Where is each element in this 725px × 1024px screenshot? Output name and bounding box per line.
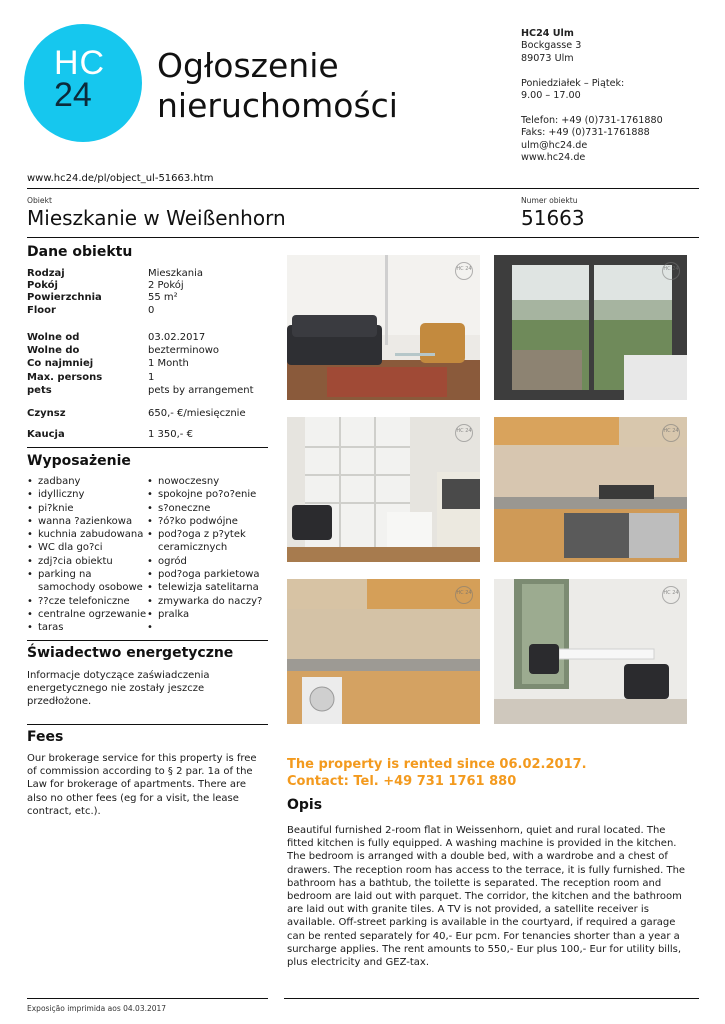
detail-key: Wolne od	[27, 332, 80, 343]
detail-key: pets	[27, 384, 52, 396]
object-url[interactable]: www.hc24.de/pl/object_ul-51663.htm	[27, 173, 214, 184]
hours: 9.00 – 17.00	[521, 90, 581, 102]
company-name: HC24 Ulm	[521, 28, 574, 39]
object-number: 51663	[521, 206, 585, 230]
divider	[284, 998, 699, 999]
rent-value: 650,- €/miesięcznie	[148, 408, 246, 419]
title-line-1: Ogłoszenie	[157, 46, 339, 85]
rented-notice	[287, 756, 587, 790]
list-item: • zmywarka do naczy?	[147, 595, 269, 608]
detail-key: Wolne do	[27, 345, 80, 357]
object-number-label: Numer obiektu	[521, 196, 578, 205]
fax: Faks: +49 (0)731-1761888	[521, 127, 650, 139]
list-item: • taras	[27, 621, 147, 634]
list-item: • telewizja satelitarna	[147, 581, 269, 594]
photo-overlay	[494, 417, 687, 562]
fees-text: Our brokerage service for this property is free of commission according to § 2 par. 1a of the Law for brokerage of apartments. There are also no other fees (eg for a visit, the lease contract, etc.).	[27, 753, 257, 817]
contact-block	[521, 28, 663, 164]
divider	[27, 724, 268, 725]
watermark-logo: HC 24	[455, 262, 473, 280]
divider	[27, 640, 268, 641]
watermark-logo: HC 24	[455, 586, 473, 604]
detail-key: Pokój	[27, 280, 58, 292]
list-item: • zadbany	[27, 475, 147, 488]
detail-value: bezterminowo	[148, 345, 220, 357]
website-link[interactable]: www.hc24.de	[521, 152, 586, 164]
list-item: • idylliczny	[27, 488, 147, 501]
equipment-heading: Wyposażenie	[27, 453, 131, 469]
street: Bockgasse 3	[521, 40, 582, 52]
list-item: • kuchnia zabudowana	[27, 528, 147, 541]
detail-key: Co najmniej	[27, 358, 94, 370]
rent-label: Czynsz	[27, 408, 66, 419]
logo-hc-text: HC	[54, 44, 106, 82]
description-text: Beautiful furnished 2-room flat in Weissenhorn, quiet and rural located. The fitted kitchen is fully equipped. A washing machine is provided in the kitchen. The bedroom is arranged with a double bed, with a wardrobe and a chest of drawers. The reception room has access to the terrace, it is fully furnished. The bathroom has a bathtub, the toilette is separated. The reception room and bedroom are laid out with parquet. The corridor, the kitchen and the bathroom are laid out with granite tiles. A TV is not provided, a satellite receiver is available. Off-street parking is available in the courtyard, if required a garage can be rented separately for 40,- Eur pcm. For tenancies shorter than a year a surcharge applies. The rent amounts to 550,- Eur plus 100,- Eur for utility bills, plus electricity and GEZ-tax.	[287, 825, 686, 969]
photo-overlay	[287, 255, 480, 400]
equipment-list-2	[147, 475, 269, 621]
detail-value: 03.02.2017	[148, 332, 206, 343]
list-item: • ogród	[147, 555, 269, 568]
list-item: • WC dla go?ci	[27, 541, 147, 554]
detail-key: Floor	[27, 304, 56, 316]
photo-overlay	[494, 255, 687, 400]
detail-value: 2 Pokój	[148, 280, 184, 292]
list-item: • zdj?cia obiektu	[27, 555, 147, 568]
detail-key: Powierzchnia	[27, 292, 102, 304]
details-heading: Dane obiektu	[27, 244, 133, 260]
rented-notice-line-1: The property is rented since 06.02.2017.	[287, 757, 587, 772]
detail-value: pets by arrangement	[148, 384, 254, 396]
detail-value: 0	[148, 304, 155, 316]
detail-key: Rodzaj	[27, 268, 65, 279]
divider	[27, 447, 268, 448]
list-item: • ?ó?ko podwójne	[147, 515, 269, 528]
energy-heading: Świadectwo energetyczne	[27, 645, 234, 661]
detail-key: Max. persons	[27, 371, 103, 383]
list-item: • pod?oga z p?ytek ceramicznych	[147, 528, 269, 555]
photo-overlay	[287, 579, 480, 724]
divider	[27, 998, 268, 999]
list-item: • centralne ogrzewanie	[27, 608, 147, 621]
watermark-logo: HC 24	[662, 424, 680, 442]
watermark-logo: HC 24	[455, 424, 473, 442]
print-date: Exposição imprimida aos 04.03.2017	[27, 1004, 167, 1013]
energy-text: Informacje dotyczące zaświadczenia energetycznego nie zostały jeszcze przedłożone.	[27, 670, 210, 708]
equipment-list-1	[27, 475, 147, 635]
list-item: • wanna ?azienkowa	[27, 515, 147, 528]
object-label: Obiekt	[27, 196, 52, 205]
divider	[27, 237, 699, 238]
city: 89073 Ulm	[521, 52, 574, 64]
phone: Telefon: +49 (0)731-1761880	[521, 114, 663, 126]
list-item: • parking na samochody osobowe	[27, 568, 147, 595]
detail-value: Mieszkania	[148, 268, 204, 279]
logo-24-text: 24	[54, 76, 92, 114]
object-title: Mieszkanie w Weißenhorn	[27, 206, 286, 230]
photo-overlay	[494, 579, 687, 724]
description-heading: Opis	[287, 797, 323, 813]
hours-label: Poniedziałek – Piątek:	[521, 77, 625, 89]
watermark-logo: HC 24	[662, 586, 680, 604]
detail-value: 1 Month	[148, 358, 189, 370]
detail-value: 1	[148, 371, 155, 383]
fees-heading: Fees	[27, 729, 64, 745]
list-item: • spokojne po?o?enie	[147, 488, 269, 501]
deposit-label: Kaucja	[27, 429, 65, 440]
photo-overlay	[287, 417, 480, 562]
watermark-logo: HC 24	[662, 262, 680, 280]
deposit-value: 1 350,- €	[148, 429, 193, 440]
list-item: • pralka	[147, 608, 269, 621]
page-title	[157, 46, 398, 126]
list-item: • ??cze telefoniczne	[27, 595, 147, 608]
divider	[27, 188, 699, 189]
list-item: • pi?knie	[27, 502, 147, 515]
list-item: • nowoczesny	[147, 475, 269, 488]
rented-notice-line-2: Contact: Tel. +49 731 1761 880	[287, 774, 517, 789]
brand-logo	[24, 24, 142, 142]
detail-value: 55 m²	[148, 292, 178, 304]
email-link[interactable]: ulm@hc24.de	[521, 139, 588, 151]
list-item: • s?oneczne	[147, 502, 269, 515]
title-line-2: nieruchomości	[157, 86, 398, 125]
list-item: • pod?oga parkietowa	[147, 568, 269, 581]
